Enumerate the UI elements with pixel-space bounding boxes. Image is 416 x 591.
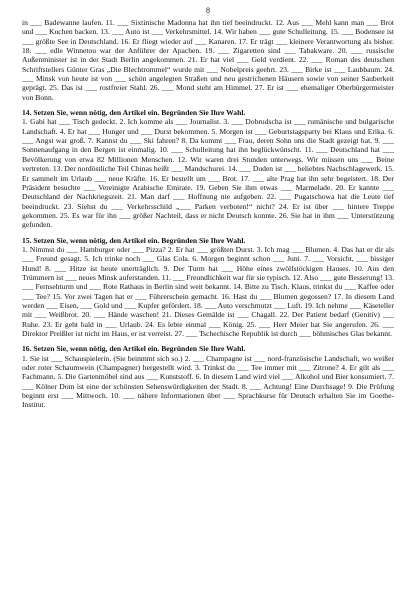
exercise-14-text: 1. Gabi hat ___ Tisch gedeckt. 2. Ich komme als ___ Journalist. 3. ___ Dobrudscha ist ___ rumänische und bulgarische Landschaft. 4. Er hat ___ Hunger und ___ Durst bekommen. 5. Morgen ist ___ Geburtstagsparty bei Klaus und Erika. 6. ___ Angst war groß. 7. Kannst du ___ Ski fahren? 8. Da kommt ___ Frau, deren Sohn uns die Stadt gezeigt hat. 9. ___ Sonnenaufgang in den Bergen ist einmalig. 10. ___ Schulleitung hat ihn beglückwünscht. 11. ___ Deutschland hat ___ Bevölkerung von etwa 82 Millionen Menschen. 12. Wir waren drei Stunden unterwegs. Wir müssen uns ___ Beine vertreten. 13. Der nordöstliche Teil Chinas heißt ___ Mandschurei. 14. ___ Duden ist ___ beliebtes Nachschlagewerk. 15. Er sammelt im Urlaub ___ neue Kräfte. 16. Er bestellt um ___ Brot. 17. ___ alte Prag hat ihn sehr begeistert. 18. Der Präsident besuchte ___ Vereinigte Arabische Emirate. 19. Geben Sie ihm etwas ___ Marmelade. 20. Er kannte ___ Deutschland der Nachkriegszeit. 21. Man darf ___ Hoffnung nie aufgeben. 22. ___ Pugatschowa hat die Leute tief beeindruckt. 23. Siehst du ___ Verkehrsschild „___ Parken verboten!“ nicht? 24. Er ist über ___ hintere Treppe gekommen. 25. Es war für ihn ___ größer Nachteil, dass er nicht Deutsch konnte. 26. Sie hat in ihm ___ Unterstützung gefunden. (22, 117, 394, 230)
exercise-15-heading: 15. Setzen Sie, wenn nötig, den Artikel ein. Begründen Sie Ihre Wahl. (22, 235, 246, 245)
exercise-15-text: 1. Nimmst du ___ Hamburger oder ___ Pizza? 2. Er hat ___ größten Durst. 3. Ich mag ___ Blumen. 4. Das hat er dir als ___ Freund gesagt. 5. Ich trinke noch ___ Glas Cola. 6. Morgen beginnt schon ___ Juni. 7. ___ Vorsicht, ___ bissiger Hund! 8. ___ Hitze ist heute unerträglich. 9. Der Turm hat ___ Höhe eines zwölfstöckigen Hauses. 10. Aus den Trümmern ist ___ neues Minsk auferstanden. 11. ___ Freundlichkeit war für sie typisch. 12. Also ___ gute Besserung! 13. ___ Fernsehturm und ___ Rote Rathaus in Berlin sind weit bekannt. 14. Bitte zu Tisch. Klaus, trinkst du ___ Kaffee oder ___ Tee? 15. Vor zwei Tagen hat er ___ Führerschein gemacht. 16. Hast du ___ Blumen gegossen? 17. In diesem Land werden ___ Eisen, ___ Gold und ___ Kupfer gefördert. 18. ___ Auto verschmutzt ___ Luft. 19. Ich nehme ___ Käseteller mit ___ Weißbrot. 20. ___ Hände waschen! 21. Dieses Gemälde ist ___ Chagall. 22. Der Patient bedarf (Genitiv) ___ Ruhe. 23. Er geht bald in ___ Urlaub. 24. Es lebte einmal ___ König. 25. ___ Herr Meier hat Sie angerufen. 26. ___ Direktor Preißler ist nicht im Haus, er ist verreist. 27. ___ Tschechische Republik ist durch ___ böhmisches Glas bekannt. (22, 244, 394, 338)
page-number: 8 (206, 6, 210, 15)
exercise-16-text: 1. Sie ist ___ Schauspielerin. (Sie beinmmt sich so.) 2. ___ Champagne ist ___ nord-französische Landschaft, wo weißer oder roter Schaumwein (Champagner) hergestellt wird. 3. Trinkst du ___ Tee immer mit ___ Zitrone? 4. Er gilt als ___ Fachmann. 5. Die Gartenmöbel sind aus ___ Kunststoff. 6. In diesem Land wird viel ___ Alkohol und Bier konsumiert. 7. ___ Kölner Dom ist eine der schönsten Sehenswürdigkeiten der Stadt. 8. ___ Achtung! Eine Durchsage! 9. Die Prüfung beginnt erst ___ Mittwoch. 10. ___ nähere Informationen über ___ Sprachkurse für Deutsch erhalten Sie im Goethe-Institut. (22, 353, 394, 410)
exercise-14-heading: 14. Setzen Sie, wenn nötig, den Artikel ein. Begründen Sie Ihre Wahl. (22, 108, 246, 118)
exercise-13-continuation: in ___ Badewanne laufen. 11. ___ Sixtinische Madonna hat ihn tief beeindruckt. 12. Aus ___ Mehl kann man ___ Brot und ___ Kuchen backen. 13. ___ Auto ist ___ Verkehrsmittel. 14. Wir haben ___ gute Schulleitung. 15. ___ Bodensee ist ___ größte See in Deutschland. 16. Er fliegt wieder auf ___ Kanaren. 17. Er trägt ___ kleinere Verantwortung als bisher. 18. ___ edle Winnetou war der Anführer der Apachen. 19. ___ Zigaretten sind ___ Tabakware. 20. ___ russische Außenminister ist in der Stadt Berlin angekommen. 21. Er hat viel ___ Geld verdient. 22. ___ Roman des deutschen Schriftstellers Günter Gras „Die Blechtrommel“ wurde mit ___ Nobelpreis geehrt. 23. ___ Birke ist ___ Laubbaum. 24. ___ Minsk von heute ist von ___ schön angelegten Straßen und neu gestrichenen Häusern sowie von seiner Sauberkeit geprägt. 25. Das ist ___ rostfreier Stahl. 26. ___ Mond steht am Himmel. 27. Er ist ___ ehemaliger Oberbürgermeister von Bonn. (22, 18, 394, 102)
exercise-16-heading: 16. Setzen Sie, wenn nötig, den Artikel ein. Begründen Sie Ihre Wahl. (22, 344, 246, 354)
